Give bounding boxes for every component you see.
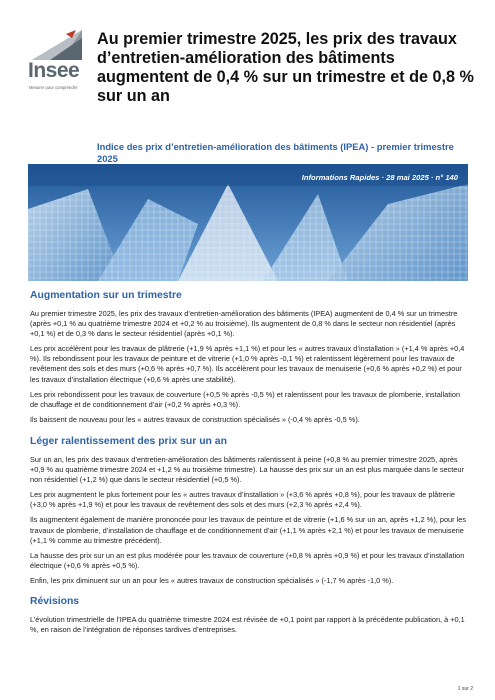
insee-logo-word: Insee [28,59,80,82]
page-number: 1 sur 2 [457,686,473,692]
section-heading-trimestre: Augmentation sur un trimestre [30,290,182,301]
page-subtitle: Indice des prix d’entretien-amélioration des bâtiments (IPEA) - premier trimestre 2025 [97,141,454,164]
page-title: Au premier trimestre 2025, les prix des travaux d’entretien-amélioration des bâtiments augmentent de 0,4 % sur un trimestre et de 0,8 % sur un an [97,30,474,105]
section-heading-revisions: Révisions [30,595,80,607]
publication-label: Informations Rapides · 28 mai 2025 · n° 140 [301,173,458,182]
header-banner [28,164,468,281]
paragraph: Ils augmentent également de manière prononcée pour les travaux de peinture et de vitrerie (+1,6 % sur un an, après +1,2 %), pour les travaux de plomberie, d’installation de chauffage et de conditionnement d’air (+1,1 % après +2,1 %) et pour les travaux de menuiserie (+1,1 % comme au trimestre précédent). [30,515,466,545]
paragraph: Ils baissent de nouveau pour les « autres travaux de construction spécialisés » (-0,4 % après -0,5 %). [30,414,360,424]
paragraph: Enfin, les prix diminuent sur un an pour les « autres travaux de construction spécialisés » (-1,7 % après -1,0 %). [30,575,394,585]
insee-logo [28,30,86,98]
insee-logo-mark-icon [32,30,82,60]
paragraph: L’évolution trimestrielle de l’IPEA du quatrième trimestre 2024 est révisée de +0,1 point par rapport à la précédente publication, à +0,1 %, en raison de l’intégration de réponses tardives d’entreprises. [30,614,465,635]
paragraph: Sur un an, les prix des travaux d’entretien-amélioration des bâtiments ralentissent à peine (+0,8 % au premier trimestre 2025, après +0,9 % au quatrième trimestre 2024 et +1,2 % au troisième trimestre). La hausse des prix sur un an est plus marquée dans le secteur non résidentiel (+1,2 %) que dans le secteur résidentiel (+0,5 %). [30,454,464,485]
section-heading-annuel: Léger ralentissement des prix sur un an [30,435,227,447]
article-body [30,290,470,640]
paragraph: Au premier trimestre 2025, les prix des travaux d’entretien-amélioration des bâtiments (IPEA) augmentent de 0,4 % sur un trimestre (après +0,1 % au quatrième trimestre 2024 et +0,2 % au troisième). Ils augmentent de 0,8 % dans le secteur non résidentiel (après +0,1 %) et de 0,3 % dans le secteur résidentiel (après +0,1 %). [30,309,458,339]
paragraph: Les prix rebondissent pour les travaux de couverture (+0,5 % après -0,5 %) et ralentissent pour les travaux de plomberie, installation de chauffage et de conditionnement d’air (+0,2 % après +0,3 %). [30,389,461,409]
paragraph: Les prix augmentent le plus fortement pour les « autres travaux d’installation » (+3,6 % après +0,8 %), pour les travaux de plâtrerie (+3,0 % après +1,9 %) et pour les travaux de revêtement des sols et des murs (+2,3 % après +2,4 %). [30,490,455,510]
paragraph: Les prix accélèrent pour les travaux de plâtrerie (+1,9 % après +1,1 %) et pour les « autres travaux d’installation » (+1,4 % après +0,4 %). Ils rebondissent pour les travaux de peinture et de vitrerie (+1,0 % après -0,1 %) et ralentissent légèrement pour les travaux de revêtement des sols et des murs (+0,6 % après +0,7 %). Ils accélèrent pour les travaux de menuiserie (+0,6 % après +0,2 %) et pour les travaux d’installation électrique (+0,6 % après une stabilité). [30,344,465,384]
paragraph: La hausse des prix sur un an est plus modérée pour les travaux de couverture (+0,8 % après +0,9 %) et pour les travaux d’installation électrique (+0,6 % après +0,5 %). [30,550,465,570]
insee-logo-tagline: Mesurer pour comprendre [29,85,78,90]
